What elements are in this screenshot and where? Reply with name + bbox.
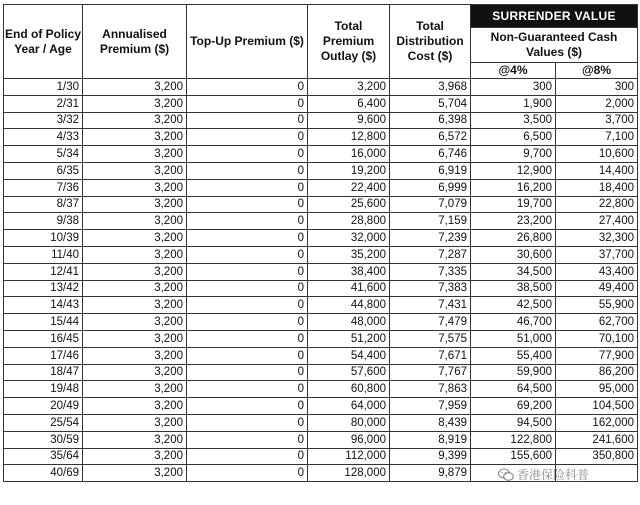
cell-cash-value-4: 59,900 <box>471 364 556 381</box>
cell-total-premium-outlay: 32,000 <box>308 230 390 247</box>
table-row <box>4 196 638 213</box>
cell-cash-value-8: 350,800 <box>556 448 638 465</box>
cell-policy-year-age: 30/59 <box>4 431 83 448</box>
cell-total-distribution-cost: 9,879 <box>390 465 471 482</box>
cell-top-up-premium: 0 <box>187 465 308 482</box>
header-total-distribution-cost: Total Distribution Cost ($) <box>390 5 471 79</box>
cell-total-distribution-cost: 7,239 <box>390 230 471 247</box>
cell-policy-year-age: 3/32 <box>4 112 83 129</box>
cell-policy-year-age: 7/36 <box>4 179 83 196</box>
table-row <box>4 213 638 230</box>
cell-policy-year-age: 17/46 <box>4 347 83 364</box>
cell-policy-year-age: 14/43 <box>4 297 83 314</box>
cell-total-premium-outlay: 41,600 <box>308 280 390 297</box>
cell-total-premium-outlay: 35,200 <box>308 246 390 263</box>
cell-annualised-premium: 3,200 <box>83 179 187 196</box>
cell-cash-value-4: 19,700 <box>471 196 556 213</box>
table-row <box>4 280 638 297</box>
cell-total-premium-outlay: 96,000 <box>308 431 390 448</box>
cell-cash-value-4: 46,700 <box>471 314 556 331</box>
cell-cash-value-8: 27,400 <box>556 213 638 230</box>
cell-top-up-premium: 0 <box>187 280 308 297</box>
table-row <box>4 162 638 179</box>
cell-cash-value-4: 34,500 <box>471 263 556 280</box>
cell-policy-year-age: 2/31 <box>4 95 83 112</box>
header-top-up-premium: Top-Up Premium ($) <box>187 5 308 79</box>
cell-top-up-premium: 0 <box>187 196 308 213</box>
cell-policy-year-age: 16/45 <box>4 330 83 347</box>
header-surrender-value: SURRENDER VALUE <box>471 5 638 28</box>
table-row <box>4 431 638 448</box>
cell-total-premium-outlay: 6,400 <box>308 95 390 112</box>
cell-total-premium-outlay: 28,800 <box>308 213 390 230</box>
cell-annualised-premium: 3,200 <box>83 112 187 129</box>
cell-total-premium-outlay: 22,400 <box>308 179 390 196</box>
cell-annualised-premium: 3,200 <box>83 263 187 280</box>
cell-cash-value-4: 23,200 <box>471 213 556 230</box>
cell-cash-value-4: 94,500 <box>471 414 556 431</box>
cell-top-up-premium: 0 <box>187 129 308 146</box>
cell-cash-value-8: 95,000 <box>556 381 638 398</box>
cell-cash-value-8: 241,600 <box>556 431 638 448</box>
cell-annualised-premium: 3,200 <box>83 465 187 482</box>
table-body <box>4 79 638 482</box>
cell-total-distribution-cost: 7,335 <box>390 263 471 280</box>
cell-cash-value-8: 77,900 <box>556 347 638 364</box>
cell-total-premium-outlay: 16,000 <box>308 146 390 163</box>
cell-cash-value-8: 86,200 <box>556 364 638 381</box>
table-row <box>4 112 638 129</box>
wechat-icon <box>498 468 514 482</box>
cell-annualised-premium: 3,200 <box>83 79 187 96</box>
cell-total-distribution-cost: 6,572 <box>390 129 471 146</box>
table-row <box>4 79 638 96</box>
cell-annualised-premium: 3,200 <box>83 297 187 314</box>
table-row <box>4 230 638 247</box>
cell-cash-value-4: 26,800 <box>471 230 556 247</box>
cell-policy-year-age: 12/41 <box>4 263 83 280</box>
table-row <box>4 129 638 146</box>
cell-total-distribution-cost: 7,479 <box>390 314 471 331</box>
cell-total-distribution-cost: 5,704 <box>390 95 471 112</box>
cell-total-distribution-cost: 7,959 <box>390 398 471 415</box>
cell-policy-year-age: 8/37 <box>4 196 83 213</box>
cell-policy-year-age: 10/39 <box>4 230 83 247</box>
cell-top-up-premium: 0 <box>187 179 308 196</box>
cell-total-distribution-cost: 8,439 <box>390 414 471 431</box>
cell-policy-year-age: 35/64 <box>4 448 83 465</box>
cell-cash-value-8: 7,100 <box>556 129 638 146</box>
cell-policy-year-age: 5/34 <box>4 146 83 163</box>
cell-top-up-premium: 0 <box>187 431 308 448</box>
cell-top-up-premium: 0 <box>187 230 308 247</box>
cell-total-distribution-cost: 6,746 <box>390 146 471 163</box>
cell-policy-year-age: 9/38 <box>4 213 83 230</box>
cell-cash-value-4: 64,500 <box>471 381 556 398</box>
cell-top-up-premium: 0 <box>187 314 308 331</box>
table-row <box>4 448 638 465</box>
cell-cash-value-4: 9,700 <box>471 146 556 163</box>
cell-annualised-premium: 3,200 <box>83 414 187 431</box>
cell-cash-value-4: 16,200 <box>471 179 556 196</box>
cell-total-premium-outlay: 25,600 <box>308 196 390 213</box>
cell-total-premium-outlay: 128,000 <box>308 465 390 482</box>
header-annualised-premium: Annualised Premium ($) <box>83 5 187 79</box>
cell-annualised-premium: 3,200 <box>83 246 187 263</box>
cell-total-premium-outlay: 51,200 <box>308 330 390 347</box>
header-rate-8: @8% <box>556 63 638 79</box>
cell-total-distribution-cost: 7,079 <box>390 196 471 213</box>
cell-cash-value-8: 3,700 <box>556 112 638 129</box>
table-row <box>4 414 638 431</box>
cell-cash-value-8: 55,900 <box>556 297 638 314</box>
cell-top-up-premium: 0 <box>187 448 308 465</box>
table-row <box>4 95 638 112</box>
cell-cash-value-8: 32,300 <box>556 230 638 247</box>
cell-cash-value-4: 42,500 <box>471 297 556 314</box>
cell-cash-value-4: 51,000 <box>471 330 556 347</box>
table-row <box>4 179 638 196</box>
cell-cash-value-8: 104,500 <box>556 398 638 415</box>
cell-top-up-premium: 0 <box>187 79 308 96</box>
watermark-text: 香港保险科普 <box>517 468 590 482</box>
cell-cash-value-4: 6,500 <box>471 129 556 146</box>
cell-top-up-premium: 0 <box>187 146 308 163</box>
cell-cash-value-4: 30,600 <box>471 246 556 263</box>
cell-policy-year-age: 4/33 <box>4 129 83 146</box>
table-row <box>4 381 638 398</box>
cell-total-distribution-cost: 7,671 <box>390 347 471 364</box>
cell-annualised-premium: 3,200 <box>83 129 187 146</box>
cell-policy-year-age: 25/54 <box>4 414 83 431</box>
cell-annualised-premium: 3,200 <box>83 213 187 230</box>
table-header <box>4 5 638 79</box>
table-row <box>4 146 638 163</box>
cell-top-up-premium: 0 <box>187 347 308 364</box>
cell-annualised-premium: 3,200 <box>83 448 187 465</box>
table-row <box>4 398 638 415</box>
cell-top-up-premium: 0 <box>187 297 308 314</box>
cell-policy-year-age: 1/30 <box>4 79 83 96</box>
cell-cash-value-4: 55,400 <box>471 347 556 364</box>
table-row <box>4 314 638 331</box>
cell-top-up-premium: 0 <box>187 112 308 129</box>
cell-total-premium-outlay: 12,800 <box>308 129 390 146</box>
cell-total-premium-outlay: 57,600 <box>308 364 390 381</box>
cell-policy-year-age: 15/44 <box>4 314 83 331</box>
header-policy-year-age: End of Policy Year / Age <box>4 5 83 79</box>
cell-annualised-premium: 3,200 <box>83 196 187 213</box>
cell-total-premium-outlay: 80,000 <box>308 414 390 431</box>
cell-cash-value-4: 122,800 <box>471 431 556 448</box>
table-row <box>4 263 638 280</box>
cell-cash-value-8: 18,400 <box>556 179 638 196</box>
cell-total-premium-outlay: 64,000 <box>308 398 390 415</box>
cell-cash-value-8: 37,700 <box>556 246 638 263</box>
cell-top-up-premium: 0 <box>187 398 308 415</box>
cell-top-up-premium: 0 <box>187 263 308 280</box>
table-row <box>4 364 638 381</box>
cell-cash-value-4: 155,600 <box>471 448 556 465</box>
cell-cash-value-8: 22,800 <box>556 196 638 213</box>
cell-cash-value-4: 300 <box>471 79 556 96</box>
table-row <box>4 297 638 314</box>
cell-total-distribution-cost: 7,159 <box>390 213 471 230</box>
cell-total-premium-outlay: 9,600 <box>308 112 390 129</box>
cell-top-up-premium: 0 <box>187 95 308 112</box>
cell-cash-value-4: 12,900 <box>471 162 556 179</box>
table-row <box>4 347 638 364</box>
cell-total-distribution-cost: 6,398 <box>390 112 471 129</box>
cell-total-premium-outlay: 3,200 <box>308 79 390 96</box>
cell-top-up-premium: 0 <box>187 381 308 398</box>
cell-top-up-premium: 0 <box>187 330 308 347</box>
table-row <box>4 330 638 347</box>
cell-total-premium-outlay: 112,000 <box>308 448 390 465</box>
cell-cash-value-8: 2,000 <box>556 95 638 112</box>
cell-annualised-premium: 3,200 <box>83 95 187 112</box>
cell-annualised-premium: 3,200 <box>83 364 187 381</box>
cell-cash-value-4: 3,500 <box>471 112 556 129</box>
cell-total-premium-outlay: 19,200 <box>308 162 390 179</box>
cell-policy-year-age: 40/69 <box>4 465 83 482</box>
cell-top-up-premium: 0 <box>187 162 308 179</box>
cell-cash-value-4: 38,500 <box>471 280 556 297</box>
cell-cash-value-8: 300 <box>556 79 638 96</box>
cell-policy-year-age: 11/40 <box>4 246 83 263</box>
watermark <box>498 466 589 483</box>
cell-policy-year-age: 6/35 <box>4 162 83 179</box>
cell-annualised-premium: 3,200 <box>83 398 187 415</box>
cell-total-distribution-cost: 8,919 <box>390 431 471 448</box>
cell-cash-value-4: 1,900 <box>471 95 556 112</box>
cell-annualised-premium: 3,200 <box>83 347 187 364</box>
cell-total-distribution-cost: 7,863 <box>390 381 471 398</box>
cell-cash-value-8: 162,000 <box>556 414 638 431</box>
cell-policy-year-age: 19/48 <box>4 381 83 398</box>
table-row <box>4 246 638 263</box>
cell-cash-value-8: 70,100 <box>556 330 638 347</box>
header-non-guaranteed-cash-values: Non-Guaranteed Cash Values ($) <box>471 28 638 63</box>
cell-policy-year-age: 18/47 <box>4 364 83 381</box>
cell-top-up-premium: 0 <box>187 364 308 381</box>
cell-cash-value-8: 14,400 <box>556 162 638 179</box>
cell-total-premium-outlay: 60,800 <box>308 381 390 398</box>
cell-cash-value-4: 69,200 <box>471 398 556 415</box>
header-rate-4: @4% <box>471 63 556 79</box>
cell-total-premium-outlay: 54,400 <box>308 347 390 364</box>
cell-policy-year-age: 20/49 <box>4 398 83 415</box>
cell-total-distribution-cost: 7,575 <box>390 330 471 347</box>
cell-top-up-premium: 0 <box>187 246 308 263</box>
cell-top-up-premium: 0 <box>187 213 308 230</box>
cell-cash-value-8: 62,700 <box>556 314 638 331</box>
cell-policy-year-age: 13/42 <box>4 280 83 297</box>
cell-annualised-premium: 3,200 <box>83 230 187 247</box>
cell-total-distribution-cost: 6,919 <box>390 162 471 179</box>
cell-cash-value-8: 49,400 <box>556 280 638 297</box>
cell-annualised-premium: 3,200 <box>83 314 187 331</box>
benefit-illustration-table <box>3 4 638 482</box>
cell-total-distribution-cost: 7,287 <box>390 246 471 263</box>
header-total-premium-outlay: Total Premium Outlay ($) <box>308 5 390 79</box>
cell-total-premium-outlay: 44,800 <box>308 297 390 314</box>
cell-annualised-premium: 3,200 <box>83 280 187 297</box>
cell-top-up-premium: 0 <box>187 414 308 431</box>
cell-annualised-premium: 3,200 <box>83 146 187 163</box>
cell-total-distribution-cost: 7,383 <box>390 280 471 297</box>
cell-annualised-premium: 3,200 <box>83 381 187 398</box>
cell-annualised-premium: 3,200 <box>83 431 187 448</box>
cell-total-premium-outlay: 48,000 <box>308 314 390 331</box>
cell-total-distribution-cost: 9,399 <box>390 448 471 465</box>
cell-total-distribution-cost: 7,431 <box>390 297 471 314</box>
cell-annualised-premium: 3,200 <box>83 330 187 347</box>
cell-cash-value-8: 10,600 <box>556 146 638 163</box>
cell-total-premium-outlay: 38,400 <box>308 263 390 280</box>
cell-total-distribution-cost: 3,968 <box>390 79 471 96</box>
cell-annualised-premium: 3,200 <box>83 162 187 179</box>
cell-total-distribution-cost: 6,999 <box>390 179 471 196</box>
cell-total-distribution-cost: 7,767 <box>390 364 471 381</box>
cell-cash-value-8: 43,400 <box>556 263 638 280</box>
